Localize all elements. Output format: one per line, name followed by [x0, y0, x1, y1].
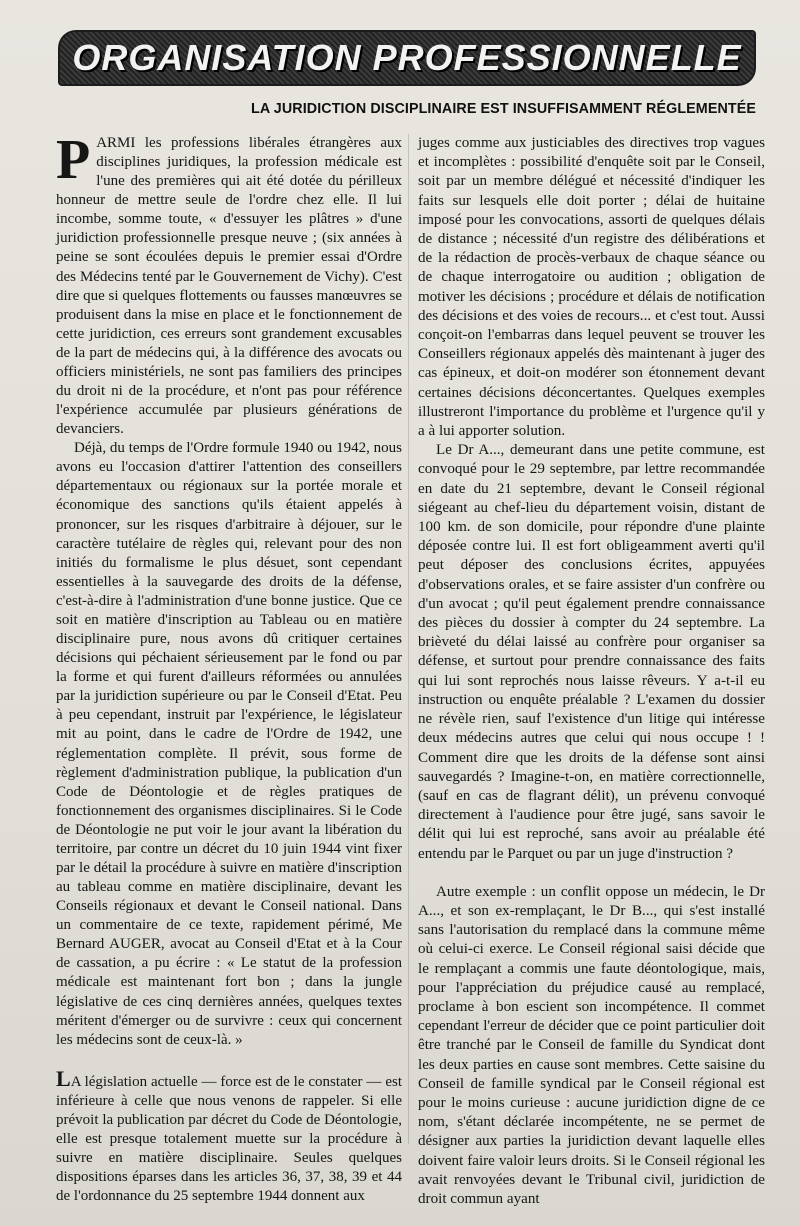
left-column — [56, 129, 402, 1206]
paragraph: Déjà, du temps de l'Ordre formule 1940 ou 1942, nous avons eu l'occasion d'attirer l'attention des conseillers départementaux ou régionaux sur la portée morale et économique des sanctions qu'ils étaient appelés à prononcer, sur les risques d'arbitraire à déjouer, sur le caractère tutélaire de règles qui, relevant pour des non initiés du formalisme le plus désuet, sont cependant essentielles à la sauvegarde des droits de la défense, c'est-à-dire à l'administration d'une bonne justice. Que ce soit en matière d'inscription au Tableau ou en matière disciplinaire pure, nous avons dû critiquer certaines décisions qui péchaient sérieusement par le fond ou par la forme et qui furent d'ailleurs réformées ou annulées par la juridiction supérieure ou par le Conseil d'Etat. Peu à peu cependant, instruit par l'expérience, le législateur mit au point, dans le cadre de l'Ordre de 1942, une réglementation complète. Il prévit, sous forme de règlement d'administration publique, la publication d'un Code de Déontologie et de règles pratiques de fonctionnement des organismes disciplinaires. Si le Code de Déontologie ne put voir le jour avant la libération du territoire, par contre un décret du 10 juin 1944 vint fixer par le détail la procédure à suivre en matière d'inscription au tableau comme en matière disciplinaire, devant les Conseils régionaux et devant le Conseil national. Dans un commentaire de ce texte, rapidement périmé, Me Bernard AUGER, avocat au Conseil d'Etat et à la Cour de cassation, a pu écrire : « Le statut de la profession médicale est maintenant fort bon ; dans la jungle législative de ces cinq dernières années, quelques textes méritent d'émerger ou de survivre : ceux qui concernent les médecins sont de ceux-là. » — [56, 440, 402, 1048]
drop-cap: P — [56, 129, 91, 191]
paragraph — [56, 129, 402, 439]
section-title: ORGANISATION PROFESSIONNELLE — [72, 37, 742, 78]
paragraph: Le Dr A..., demeurant dans une petite commune, est convoqué pour le 29 septembre, par lettre recommandée en date du 21 septembre, devant le Conseil régional siégeant au chef-lieu du département voisin, distant de 100 km. de son domicile, pour répondre d'une plainte déposée contre lui. Il est fort obligeamment averti qu'il peut déposer des conclusions écrites, appuyées d'observations orales, et se faire assister d'un confrère ou d'un avocat ; qu'il peut également prendre connaissance des pièces du dossier à compter du 24 septembre. La brièveté du délai laissé au confrère pour organiser sa défense, et surtout pour prendre connaissance des faits qui lui sont reprochés nous laisse rêveurs. Y a-t-il eu instruction ou enquête préalable ? L'examen du dossier ne révèle rien, sauf l'existence d'un litige qui intéresse deux médecins autres que celui qui nous occupe ! ! Comment dire que les droits de la défense sont ainsi sauvegardés ? Imagine-t-on, en matière correctionnelle, (sauf en cas de flagrant délit), un prévenu convoqué directement à l'audience pour être jugé, sans savoir le délit qui lui est reproché, sans avoir au préalable été entendu par le Parquet ou par un juge d'instruction ? — [418, 442, 765, 862]
paragraph-text: ARMI les professions libérales étrangères aux disciplines juridiques, la profession médicale est l'une des premières qui ait été dotée du périlleux honneur de mettre seule de l'ordre chez elle. Il lui incombe, somme toute, « d'essuyer les plâtres » d'une juridiction professionnelle presque neuve ; (six années à peine se sont écoulées depuis le premier essai d'Ordre des Médecins tenté par le Gouvernement de Vichy). C'est dire que si quelques flottements ou fausses manœuvres se produisent dans la mise en place et le fonctionnement de cette juridiction, ces erreurs sont grandement excusables de la part de médecins qui, à la différence des avocats ou officiers ministériels, ne sont pas familiers des principes du droit ni de la procédure, et n'ont pas pour référence l'expérience accumulée par plusieurs générations de devanciers. — [56, 135, 402, 438]
column-divider — [408, 134, 409, 1144]
article-title: LA JURIDICTION DISCIPLINAIRE EST INSUFFISAMMENT RÉGLEMENTÉE — [251, 101, 756, 117]
right-column — [418, 134, 765, 1209]
paragraph: juges comme aux justiciables des directives trop vagues et incomplètes : possibilité d'enquête soit par le Conseil, soit par un membre délégué et nécessité d'indiquer les faits sur lesquels elle doit porter ; délai de huitaine imposé pour les convocations, assorti de quelques délais de distance ; nécessité d'un registre des délibérations et de la rédaction de procès-verbaux de chaque séance ou de chaque interrogatoire ou audition ; obligation de motiver les décisions ; procédure et délais de notification des décisions et des voies de recours... et c'est tout. Aussi conçoit-on l'embarras dans lequel peuvent se trouver les Conseillers régionaux appelés dès maintenant à juger des cas épineux, et doit-on modérer son étonnement devant certaines décisions déconcertantes. Quelques exemples illustreront l'importance du problème et l'urgence qu'il y a à lui apporter solution. — [418, 135, 765, 440]
drop-cap: L — [56, 1065, 71, 1091]
paragraph — [56, 1065, 402, 1207]
section-banner — [58, 30, 756, 86]
paragraph: Autre exemple : un conflit oppose un médecin, le Dr A..., et son ex-remplaçant, le Dr B..., qui s'est installé sans l'autorisation du remplacé dans la commune même où celui-ci exerce. Le Conseil régional saisi décide que le remplaçant a commis une faute déontologique, mais, pour l'appréciation du préjudice causé au remplacé, proclame à bon escient son incompétence. Il commet cependant l'erreur de décider que ce point particulier doit être tranché par le Conseil de famille du Syndicat dont les deux parties en cause sont membres. Cette saisine du Conseil de famille syndical par le Conseil régional est pour le moins curieuse : aucune juridiction digne de ce nom, s'étant déclarée incompétente, ne se permet de désigner aux parties la juridiction devant laquelle elles doivent faire valoir leurs droits. Si le Conseil régional les avait renvoyées devant le Tribunal civil, juridiction de droit commun ayant — [418, 883, 765, 1207]
paragraph-text: A législation actuelle — force est de le constater — est inférieure à celle que nous venons de rappeler. Si elle prévoit la publication par décret du Code de Déontologie, elle est presque totalement muette sur la procédure à suivre en matière disciplinaire. Seules quelques dispositions éparses dans les articles 36, 37, 38, 39 et 44 de l'ordonnance du 25 septembre 1944 donnent aux — [56, 1073, 402, 1205]
